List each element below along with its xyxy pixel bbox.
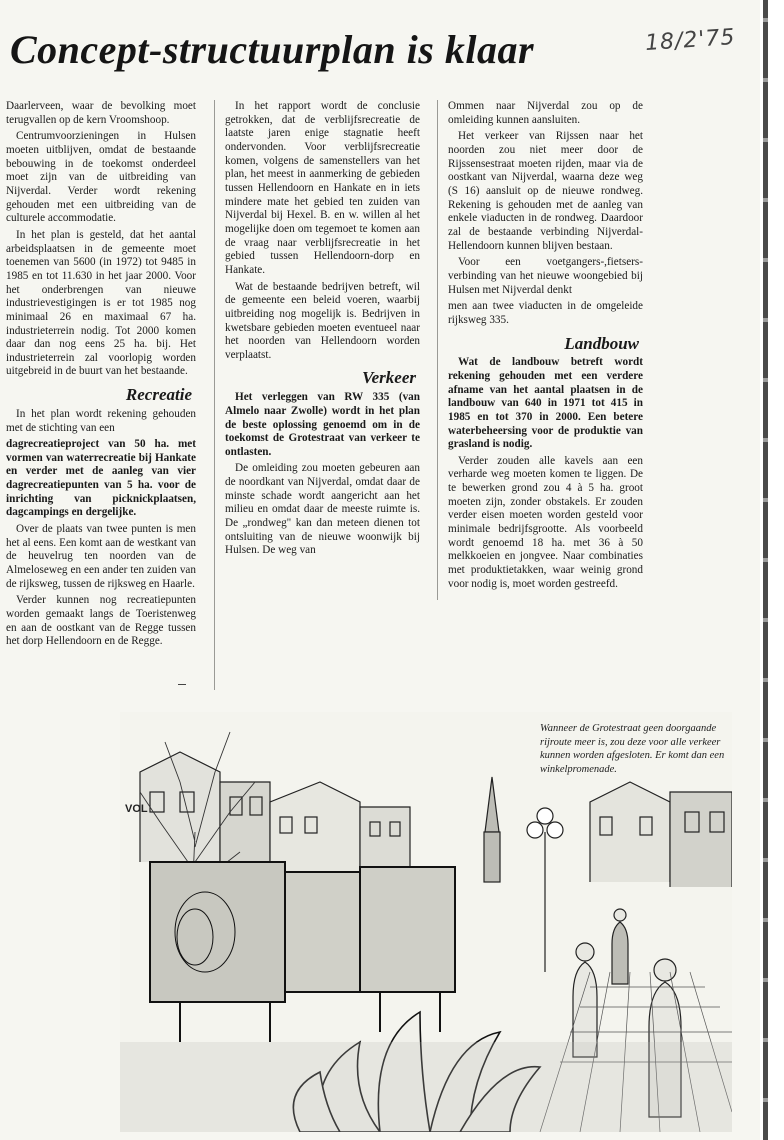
buildings-right [590,782,732,887]
paragraph: In het rapport wordt de conclusie getrokken, dat de verblijfsrecreatie de laatste jaren enige stagnatie heeft ondervonden. Voor verblijfsrecreatie komen, volgens de samenstellers van het plan, het meest in aanmerking de gebieden tussen Hellendoorn en Hankate en in iets mindere mate het gebied ten zuiden van Nijverdal bij Hexel. B. en w. willen al het mogelijke doen om tegemoet te komen aan de vraag naar verblijfsrecreatie in het gebied tussen Hellendoorn-dorp en Hankate. [225,100,420,276]
column-divider [437,100,438,600]
binding-edge [763,0,768,1140]
paragraph: In het plan is gesteld, dat het aantal arbeidsplaatsen in de gemeente moet toenemen van 5600 (in 1972) tot 9485 in 1985 en tot 11.630 in het jaar 2000. Voor het onderbrengen van nieuwe industrievestigingen is er tot 1985 nog minimaal 26 en maximaal 67 ha. industrieterrein nodig. Tot 2000 komen daar dan nog eens 25 ha. bij. Het industrieterrein zal voorlopig worden uitgebreid in de buurt van het bestaande. [6,228,196,378]
paragraph: Over de plaats van twee punten is men het al eens. Een komt aan de westkant van de heuvelrug ten noorden van de Almeloseweg en een ander ten zuiden van de rijksweg, tussen de rijksweg en Haarle. [6,523,196,590]
subhead-verkeer: Verkeer [362,368,416,388]
article-column-2 [225,100,420,561]
paragraph: Verder zouden alle kavels aan een verharde weg moeten komen te liggen. De te bewerken grond zou 4 à 5 ha. groot moeten zijn, zonder obstakels. Er zouden verder eisen moeten worden gesteld voor minimale bedrijfsgrootte. Als voorbeeld wordt genoemd 18 ha. met 36 à 50 melkkoeien en jongvee. Naar combinaties met produktietakken, waar weinig grond voor nodig is, moet worden gestreefd. [448,454,643,590]
article-column-1 [6,100,196,652]
handwritten-date: 18/2'75 [644,24,737,57]
column-divider [214,100,215,690]
sign-text: VOL [125,803,148,815]
paragraph: Wat de bestaande bedrijven betreft, wil de gemeente een beleid voeren, waarbij uitbreiding nog mogelijk is. Bedrijven in kwetsbare gebieden moeten eventueel naar het noorden van Hellendoorn worden verplaatst. [225,280,420,361]
paragraph-bold: dagrecreatieproject van 50 ha. met vormen van waterrecreatie bij Hankate en verder met de aanleg van vier dagrecreatiepunten van 5 ha. voor de inrichting van picknickplaatsen, dagcampings en dergelijke. [6,438,196,519]
end-mark [178,684,186,685]
subhead-recreatie: Recreatie [125,385,192,405]
paragraph: Voor een voetgangers-,fietsers-verbinding van het nieuwe woongebied bij Hulsen met Nijverdal denkt [448,256,643,296]
paragraph-bold: Het verleggen van RW 335 (van Almelo naar Zwolle) wordt in het plan de beste oplossing genoemd om in de toekomst de Grotestraat van verkeer te ontlasten. [225,391,420,458]
article-column-3 [448,100,643,594]
paragraph: In het plan wordt rekening gehouden met de stichting van een [6,407,196,434]
subhead-landbouw: Landbouw [564,333,639,353]
paragraph-bold: Wat de landbouw betreft wordt rekening gehouden met een verdere afname van het aantal plaatsen in de landbouw van 640 in 1971 tot 415 in 1985 en tot 370 in 2000. Een betere waterbeheersing voor de produktie van grasland is nodig. [448,356,643,451]
paragraph: Ommen naar Nijverdal zou op de omleiding kunnen aansluiten. [448,100,643,126]
paragraph: Verder kunnen nog recreatiepunten worden gemaakt langs de Toeristenweg en aan de oostkant van de Regge tussen het dorp Hellendoorn en de Regge. [6,594,196,648]
page-edge [760,0,784,1140]
paragraph: Het verkeer van Rijssen naar het noorden zou niet meer door de Rijssensestraat moeten rijden, maar via de oostkant van Nijverdal, waarna deze weg (S 16) aansluit op de nieuwe rondweg. Rekening is gehouden met de aanleg van enkele viaducten in de rondweg. Daardoor zal de bestaande verbinding Nijverdal-Hellendoorn kunnen blijven bestaan. [448,130,643,252]
paragraph: men aan twee viaducten in de omgeleide rijksweg 335. [448,300,643,326]
paragraph: Daarlerveen, waar de bevolking moet terugvallen op de kern Vroomshoop. [6,100,196,126]
paragraph: Centrumvoorzieningen in Hulsen moeten uitblijven, omdat de bestaande bebouwing in de toekomst onderdeel moet zijn van de uitbreiding van Nijverdal. Verder wordt rekening gehouden met een uitbreiding van de culturele accommodatie. [6,130,196,225]
headline: Concept-structuurplan is klaar [10,27,535,72]
illustration-caption: Wanneer de Grotestraat geen doorgaande rijroute meer is, zou deze voor alle verkeer kunnen worden afgesloten. Er komt dan een winkelpromenade. [540,723,725,775]
paragraph: De omleiding zou moeten gebeuren aan de noordkant van Nijverdal, omdat daar de minste schade wordt aangericht aan het milieu en omdat daar de meeste ruimte is. De „rondweg" kan dan meteen dienen tot ontsluiting van de nieuwe woonwijk bij Hulsen. De weg van [225,462,420,557]
